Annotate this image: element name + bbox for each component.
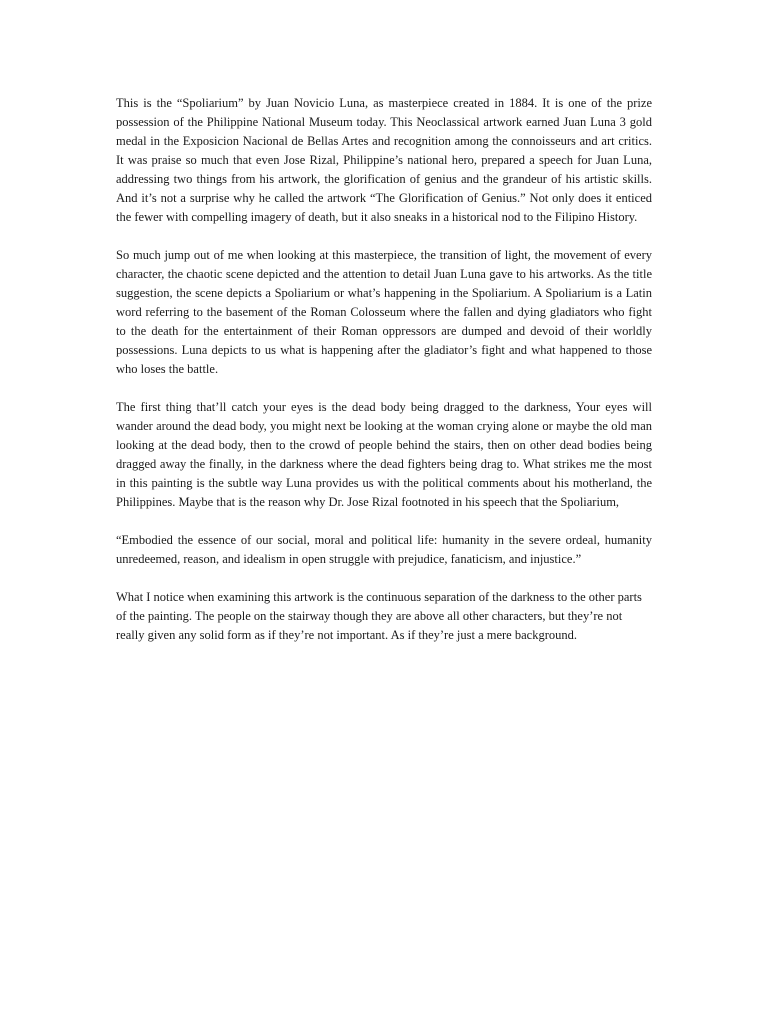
paragraph-rizal-quote: “Embodied the essence of our social, moral and political life: humanity in the severe ordeal, humanity unredeemed, reason, and idealism in open struggle with prejudice, fanaticism, and injustice.” (116, 533, 652, 566)
paragraph-darkness: What I notice when examining this artwork is the continuous separation of the darkness to the other parts of the painting. The people on the stairway though they are above all other characters, but they’re not really given any solid form as if they’re not important. As if they’re just a mere background. (116, 590, 642, 642)
document-body (116, 94, 652, 664)
paragraph-intro: This is the “Spoliarium” by Juan Novicio Luna, as masterpiece created in 1884. It is one of the prize possession of the Philippine National Museum today. This Neoclassical artwork earned Juan Luna 3 gold medal in the Exposicion Nacional de Bellas Artes and recognition among the connoisseurs and art critics. It was praise so much that even Jose Rizal, Philippine’s national hero, prepared a speech for Juan Luna, addressing two things from his artwork, the glorification of genius and the grandeur of his artistic skills. And it’s not a surprise why he called the artwork “The Glorification of Genius.” Not only does it enticed the fewer with compelling imagery of death, but it also sneaks in a historical nod to the Filipino History. (116, 96, 652, 224)
paragraph-first-look: The first thing that’ll catch your eyes is the dead body being dragged to the darkness, Your eyes will wander around the dead body, you might next be looking at the woman crying alone or maybe the old man looking at the dead body, then to the crowd of people behind the stairs, then on other dead bodies being dragged away the finally, in the darkness where the dead fighters being drag to. What strikes me the most in this painting is the subtle way Luna provides us with the political comments about his motherland, the Philippines. Maybe that is the reason why Dr. Jose Rizal footnoted in his speech that the Spoliarium, (116, 400, 652, 509)
paragraph-impressions: So much jump out of me when looking at this masterpiece, the transition of light, the movement of every character, the chaotic scene depicted and the attention to detail Juan Luna gave to his artworks. As the title suggestion, the scene depicts a Spoliarium or what’s happening in the Spoliarium. A Spoliarium is a Latin word referring to the basement of the Roman Colosseum where the fallen and dying gladiators who fight to the death for the entertainment of their Roman oppressors are dumped and devoid of their worldly possessions. Luna depicts to us what is happening after the gladiator’s fight and what happened to those who loses the battle. (116, 248, 652, 376)
